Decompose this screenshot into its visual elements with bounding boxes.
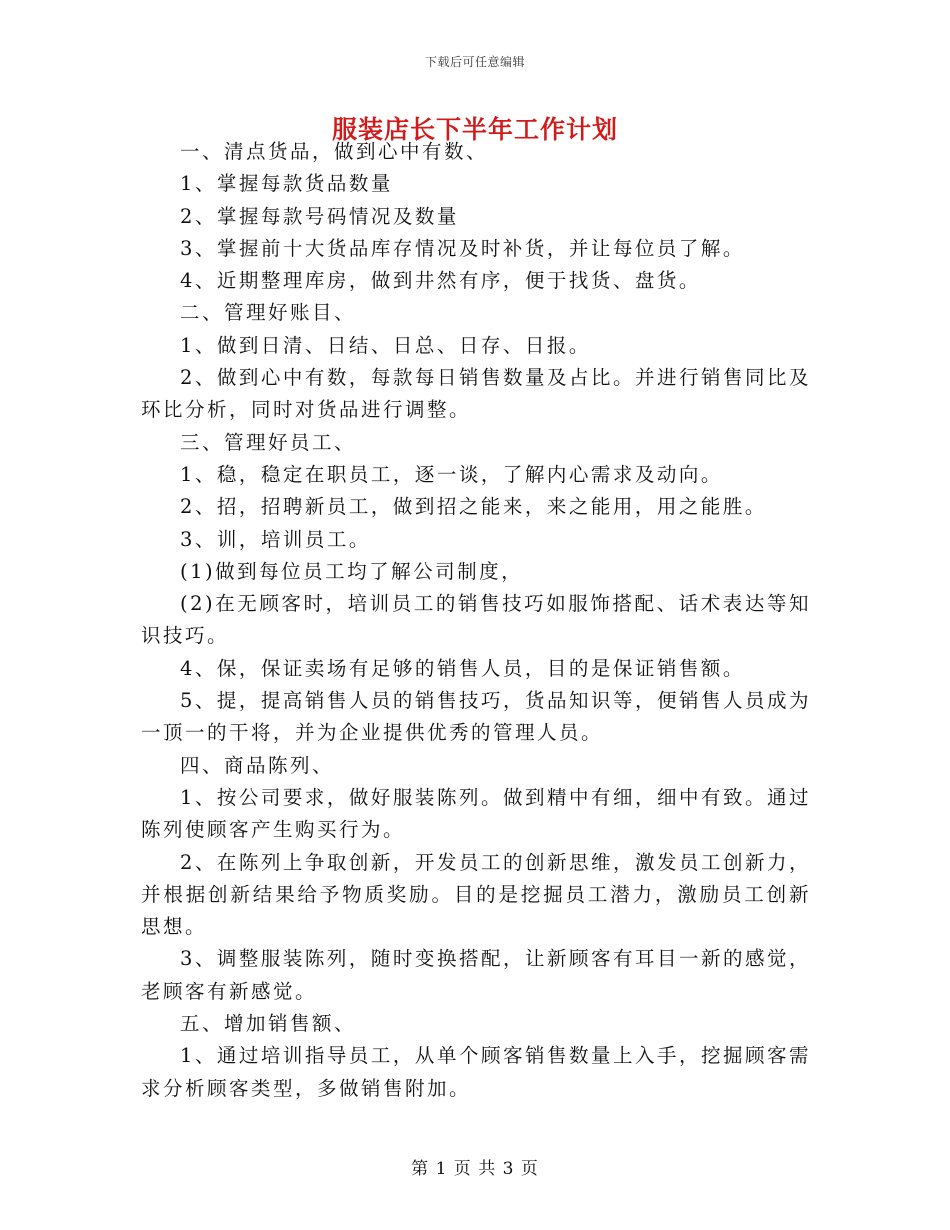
paragraph: 1、掌握每款货品数量 xyxy=(180,172,393,196)
paragraph: 5、提，提高销售人员的销售技巧，货品知识等，便销售人员成为一顶一的干将，并为企业提供优秀的管理人员。 xyxy=(141,689,811,745)
paragraph: 1、稳，稳定在职员工，逐一谈，了解内心需求及动向。 xyxy=(180,462,723,486)
paragraph: 4、近期整理库房，做到井然有序，便于找货、盘货。 xyxy=(180,269,701,293)
paragraph: 3、掌握前十大货品库存情况及时补货，并让每位员了解。 xyxy=(180,236,745,260)
paragraph: 三、管理好员工、 xyxy=(180,430,357,454)
paragraph: 1、按公司要求，做好服装陈列。做到精中有细，细中有致。通过陈列使顾客产生购买行为。 xyxy=(141,785,811,842)
paragraph: 五、增加销售额、 xyxy=(180,1012,357,1036)
paragraph: 2、做到心中有数，每款每日销售数量及占比。并进行销售同比及环比分析，同时对货品进行调整。 xyxy=(141,366,811,422)
paragraph: 3、调整服装陈列，随时变换搭配，让新顾客有耳目一新的感觉，老顾客有新感觉。 xyxy=(141,947,811,1003)
paragraph: 3、训，培训员工。 xyxy=(180,527,371,551)
paragraph: 1、通过培训指导员工，从单个顾客销售数量上入手，挖掘顾客需求分析顾客类型，多做销售附加。 xyxy=(141,1044,811,1100)
paragraph: 一、清点货品，做到心中有数、 xyxy=(180,140,489,163)
paragraph: 二、管理好账目、 xyxy=(180,301,357,325)
paragraph: 1、做到日清、日结、日总、日存、日报。 xyxy=(180,333,591,357)
paragraph: (2)在无顾客时，培训员工的销售技巧如服饰搭配、话术表达等知识技巧。 xyxy=(141,592,811,648)
paragraph: 2、招，招聘新员工，做到招之能来，来之能用，用之能胜。 xyxy=(180,495,767,519)
paragraph: (1)做到每位员工均了解公司制度， xyxy=(180,559,524,583)
document-title: 服装店长下半年工作计划 xyxy=(331,115,618,144)
paragraph: 4、保，保证卖场有足够的销售人员，目的是保证销售额。 xyxy=(180,656,745,680)
header-note: 下载后可任意编辑 xyxy=(424,55,525,69)
paragraph: 2、在陈列上争取创新，开发员工的创新思维，激发员工创新力，并根据创新结果给予物质奖励。目的是挖掘员工潜力，激励员工创新思想。 xyxy=(141,850,811,939)
page-number-footer: 第 1 页 共 3 页 xyxy=(411,1159,539,1179)
document-body xyxy=(141,136,811,1105)
paragraph: 2、掌握每款号码情况及数量 xyxy=(180,204,459,228)
paragraph: 四、商品陈列、 xyxy=(180,753,335,777)
